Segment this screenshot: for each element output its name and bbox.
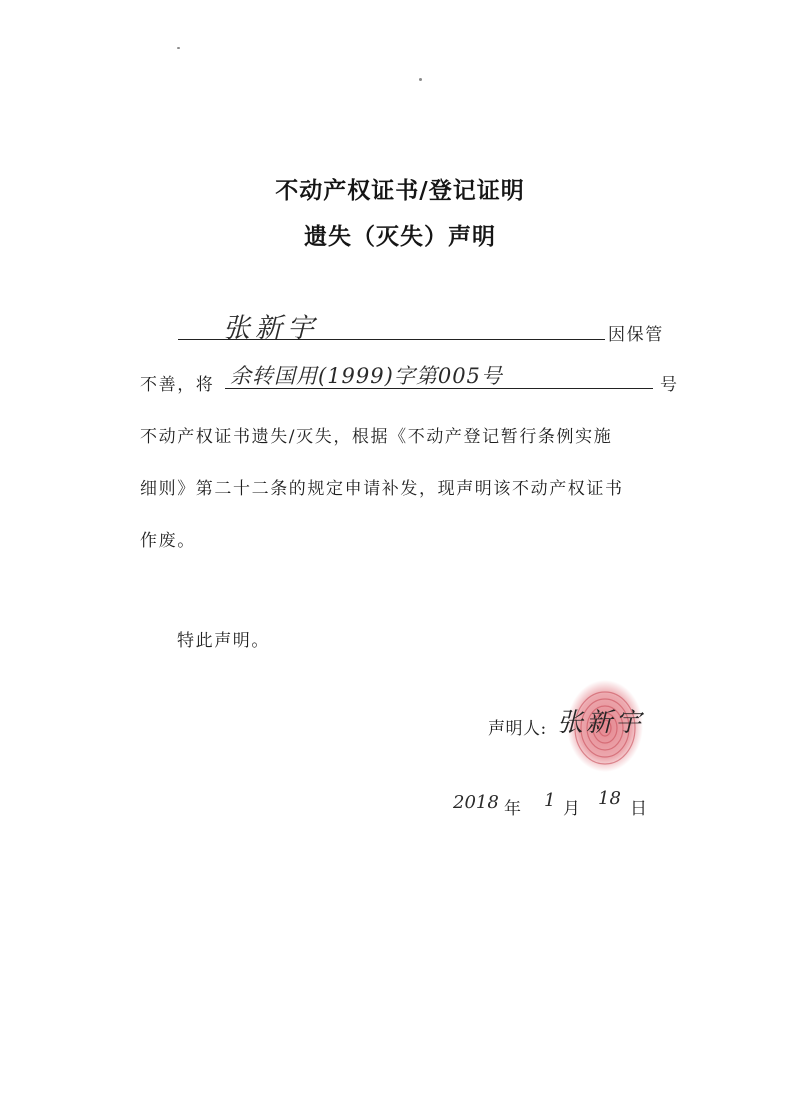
scan-speck [177,47,180,49]
text-hao: 号 [660,375,679,395]
body-line-5: 作废。 [140,531,196,551]
holder-name-handwritten: 张新宇 [223,313,319,344]
declarant-label: 声明人: [488,719,547,739]
date-month-label: 月 [563,799,582,819]
date-month-handwritten: 1 [544,790,556,811]
date-day-handwritten: 18 [598,788,621,809]
body-line-3: 不动产权证书遗失/灭失，根据《不动产登记暂行条例实施 [140,427,613,447]
date-year-label: 年 [504,799,523,819]
body-line-4: 细则》第二十二条的规定申请补发，现声明该不动产权证书 [140,479,624,499]
document-title-line1: 不动产权证书/登记证明 [275,178,525,204]
scan-speck [419,78,422,81]
declarant-signature: 张新宇 [557,708,645,738]
special-statement: 特此声明。 [177,631,270,651]
text-because: 因保管 [608,325,664,345]
date-year-handwritten: 2018 [453,792,499,813]
certificate-number-handwritten: 余转国用(1999)字第005号 [230,364,503,388]
date-day-label: 日 [630,799,649,819]
document-title-line2: 遗失（灭失）声明 [304,224,496,250]
text-improper: 不善，将 [140,375,215,395]
